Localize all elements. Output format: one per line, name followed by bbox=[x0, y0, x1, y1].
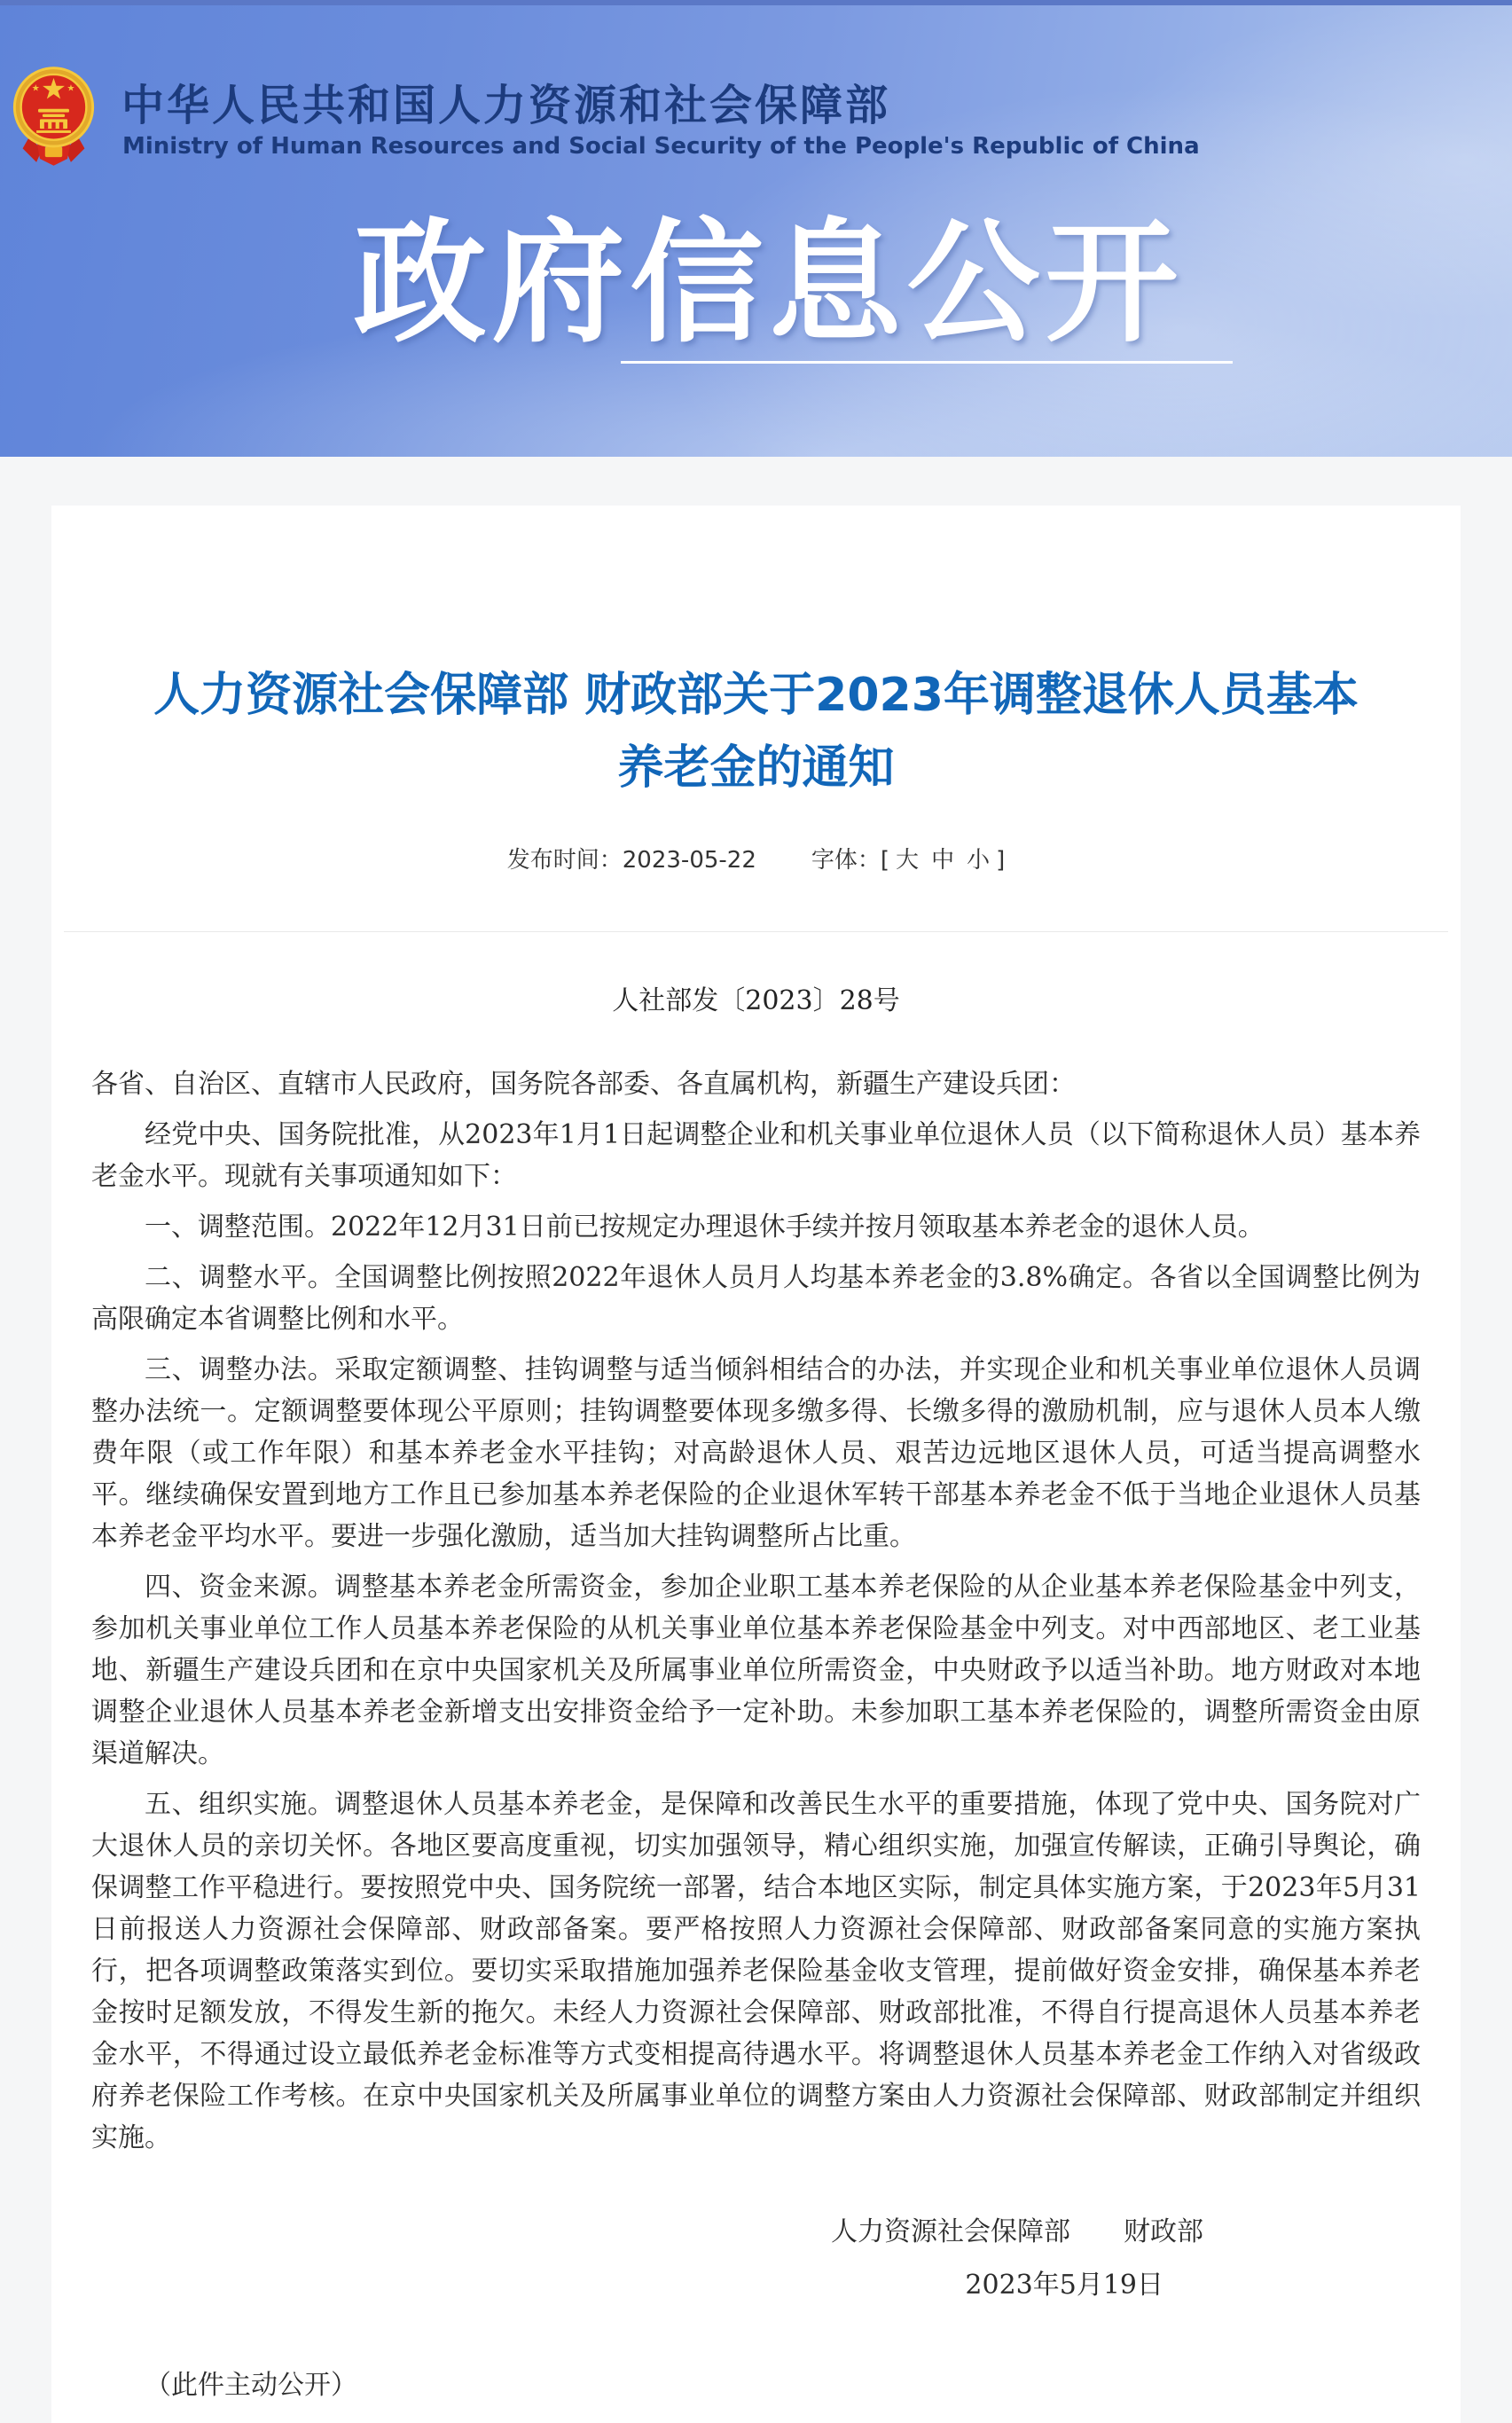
signature-block bbox=[51, 2210, 1461, 2308]
signature-issuers: 人力资源社会保障部 财政部 bbox=[831, 2216, 1203, 2247]
national-emblem-icon bbox=[11, 64, 97, 169]
paragraph-intro: 经党中央、国务院批准，从2023年1月1日起调整企业和机关事业单位退休人员（以下简称退休人员）基本养老金水平。现就有关事项通知如下： bbox=[91, 1119, 1421, 1192]
banner-underline-decoration bbox=[621, 361, 1233, 364]
banner bbox=[0, 0, 1512, 457]
article-meta bbox=[51, 842, 1461, 874]
top-strip-divider bbox=[0, 0, 1512, 5]
article-card bbox=[51, 506, 1461, 2423]
font-size-large-button[interactable]: 大 bbox=[896, 847, 920, 874]
font-size-label: 字体： bbox=[811, 847, 881, 874]
font-bracket-open: [ bbox=[880, 847, 890, 874]
paragraph-item-4: 四、资金来源。调整基本养老金所需资金，参加企业职工基本养老保险的从企业基本养老保险基金中列支，参加机关事业单位工作人员基本养老保险的从机关事业单位基本养老保险基金中列支。对中西部地区、老工业基地、新疆生产建设兵团和在京中央国家机关及所属事业单位所需资金，中央财政予以适当补助。地方财政对本地调整企业退休人员基本养老金新增支出安排资金给予一定补助。未参加职工基本养老保险的，调整所需资金由原渠道解决。 bbox=[91, 1572, 1421, 1769]
paragraph-item-3: 三、调整办法。采取定额调整、挂钩调整与适当倾斜相结合的办法，并实现企业和机关事业单位退休人员调整办法统一。定额调整要体现公平原则；挂钩调整要体现多缴多得、长缴多得的激励机制，应与退休人员本人缴费年限（或工作年限）和基本养老金水平挂钩；对高龄退休人员、艰苦边远地区退休人员，可适当提高调整水平。继续确保安置到地方工作且已参加基本养老保险的企业退休军转干部基本养老金不低于当地企业退休人员基本养老金平均水平。要进一步强化激励，适当加大挂钩调整所占比重。 bbox=[91, 1354, 1421, 1552]
article-title: 人力资源社会保障部 财政部关于2023年调整退休人员基本养老金的通知 bbox=[153, 669, 1359, 795]
paragraph-salutation: 各省、自治区、直辖市人民政府，国务院各部委、各直属机构，新疆生产建设兵团： bbox=[91, 1069, 1076, 1100]
banner-title: 政府信息公开 bbox=[353, 207, 1184, 361]
ministry-name-cn: 中华人民共和国人力资源和社会保障部 bbox=[121, 81, 891, 130]
font-size-small-button[interactable]: 小 bbox=[967, 847, 991, 874]
document-number: 人社部发〔2023〕28号 bbox=[612, 985, 900, 1016]
horizontal-divider bbox=[64, 931, 1448, 932]
font-size-medium-button[interactable]: 中 bbox=[931, 847, 955, 874]
font-bracket-close: ] bbox=[996, 847, 1006, 874]
publish-time-label: 发布时间： bbox=[506, 847, 623, 874]
publish-date: 2023-05-22 bbox=[622, 847, 756, 874]
paragraph-item-1: 一、调整范围。2022年12月31日前已按规定办理退休手续并按月领取基本养老金的退休人员。 bbox=[145, 1212, 1265, 1243]
signature-date: 2023年5月19日 bbox=[965, 2270, 1163, 2301]
paragraph-item-5: 五、组织实施。调整退休人员基本养老金，是保障和改善民生水平的重要措施，体现了党中央、国务院对广大退休人员的亲切关怀。各地区要高度重视，切实加强领导，精心组织实施，加强宣传解读，正确引导舆论，确保调整工作平稳进行。要按照党中央、国务院统一部署，结合本地区实际，制定具体实施方案，于2023年5月31日前报送人力资源社会保障部、财政部备案。要严格按照人力资源社会保障部、财政部备案同意的实施方案执行，把各项调整政策落实到位。要切实采取措施加强养老保险基金收支管理，提前做好资金安排，确保基本养老金按时足额发放，不得发生新的拖欠。未经人力资源社会保障部、财政部批准，不得自行提高退休人员基本养老金水平，不得通过设立最低养老金标准等方式变相提高待遇水平。将调整退休人员基本养老金工作纳入对省级政府养老保险工作考核。在京中央国家机关及所属事业单位的调整方案由人力资源社会保障部、财政部制定并组织实施。 bbox=[91, 1789, 1421, 2153]
paragraph-item-2: 二、调整水平。全国调整比例按照2022年退休人员月人均基本养老金的3.8%确定。各省以全国调整比例为高限确定本省调整比例和水平。 bbox=[91, 1262, 1421, 1335]
ministry-name-en: Ministry of Human Resources and Social Security of the People's Republic of China bbox=[122, 133, 1200, 160]
article-body bbox=[51, 1063, 1461, 2159]
disclosure-note: （此件主动公开） bbox=[145, 2370, 357, 2401]
